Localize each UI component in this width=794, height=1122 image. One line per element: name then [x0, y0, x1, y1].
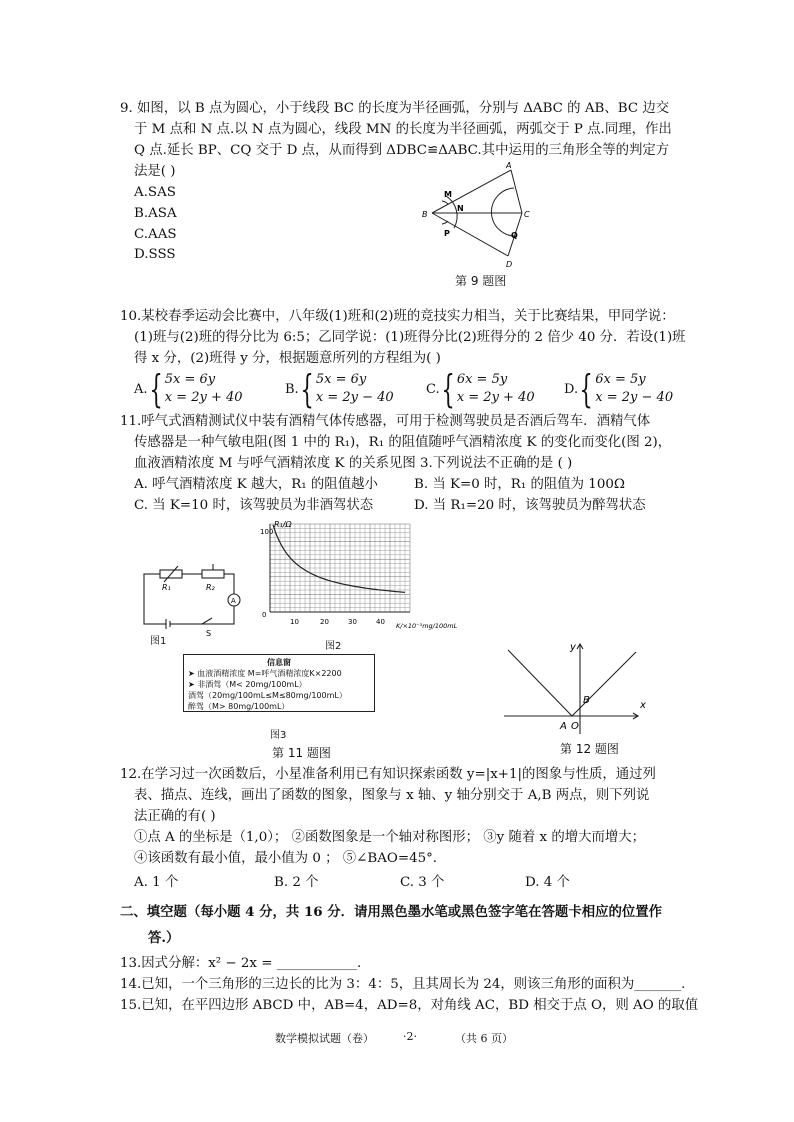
q10-option-b: B.{ 5x = 6y x = 2y − 40: [285, 367, 394, 411]
q13-line: 13.因式分解：x² − 2x = ____________.: [120, 956, 362, 971]
q12-line-5: ④该函数有最小值，最小值为 0 ； ⑤∠BAO=45°.: [134, 851, 438, 866]
q12-label-b: B: [583, 695, 590, 706]
q9-option-a: A.SAS: [134, 185, 176, 200]
section2-heading: 二、填空题（每小题 4 分，共 16 分．请用黑色墨水笔或黑色签字笔在答题卡相应的位置作: [120, 904, 663, 920]
q11-caption: 第 11 题图: [272, 746, 331, 760]
q11-fig1-caption: 图1: [150, 636, 167, 647]
fig2-ylabel: R₁/Ω: [274, 520, 292, 529]
q9-option-d: D.SSS: [134, 247, 176, 262]
q10-line-1: 10.某校春季运动会比赛中，八年级(1)班和(2)班的竞技实力相当，关于比赛结果，甲同学说：: [120, 309, 675, 324]
footer-title: 数学模拟试题（卷）: [275, 1032, 374, 1045]
q15-line: 15.已知，在平四边形 ABCD 中，AB=4，AD=8，对角线 AC，BD 相交于点 O，则 AO 的取值: [120, 998, 699, 1013]
fig2-ytick-0: 0: [262, 611, 267, 619]
fig3-item-1: ➤ 血液酒精浓度 M=呼气酒精浓度K×2200: [188, 669, 342, 678]
label-a: A: [506, 161, 512, 170]
q12-figure: [500, 636, 650, 736]
q11-option-d: D. 当 R₁=20 时，该驾驶员为醉驾状态: [414, 498, 646, 513]
q11-line-3: 血液酒精浓度 M 与呼气酒精浓度 K 的关系见图 3.下列说法不正确的是 ( ): [134, 456, 573, 471]
label-p: P: [444, 229, 450, 238]
fig3-title: 信息窗: [267, 658, 291, 667]
fig2-xtick-30: 30: [348, 618, 357, 626]
q12-option-c: C. 3 个: [400, 875, 445, 890]
fig2-xtick-10: 10: [290, 618, 299, 626]
label-d: D: [506, 260, 513, 269]
label-r1: R₁: [162, 583, 171, 592]
label-r2: R₂: [206, 583, 215, 592]
q10-option-d: D.{ 6x = 5y x = 2y − 40: [564, 367, 674, 411]
label-n: N: [457, 204, 464, 213]
q11-fig2-graph: [250, 518, 480, 638]
fig2-ytick-100: 100: [260, 528, 274, 536]
q12-line-4: ①点 A 的坐标是（1,0）； ②函数图象是一个轴对称图形； ③y 随着 x 的增大而增大；: [134, 830, 646, 845]
q11-line-2: 传感器是一种气敏电阻(图 1 中的 R₁)，R₁ 的阻值随呼气酒精浓度 K 的变化而变化(图 2)，: [134, 435, 672, 450]
q9-line-4: 法是( ): [134, 164, 176, 179]
q12-option-a: A. 1 个: [134, 875, 179, 890]
q9-figure: [418, 160, 558, 270]
q12-caption: 第 12 题图: [560, 742, 619, 756]
q11-fig3-infobox: [183, 654, 375, 712]
q9-option-c: C.AAS: [134, 227, 177, 242]
q12-label-y: y: [570, 642, 576, 653]
footer-total-pages: （共 6 页）: [455, 1032, 513, 1045]
q9-line-2: 于 M 点和 N 点.以 N 点为圆心，线段 MN 的长度为半径画弧，两弧交于 P 点.同理，作出: [134, 122, 672, 137]
q9-line-1: 9. 如图，以 B 点为圆心，小于线段 BC 的长度为半径画弧，分别与 ΔABC 的 AB、BC 边交: [120, 101, 670, 116]
label-b: B: [422, 210, 428, 219]
label-m: M: [444, 190, 452, 199]
q12-option-d: D. 4 个: [525, 875, 570, 890]
q12-line-3: 法正确的有( ): [134, 809, 216, 824]
fig3-item-2: ➤ 非酒驾（M< 20mg/100mL）: [188, 680, 307, 689]
q11-option-c: C. 当 K=10 时，该驾驶员为非酒驾状态: [134, 498, 374, 513]
q12-label-a: A: [560, 721, 567, 732]
q9-line-3: Q 点.延长 BP、CQ 交于 D 点，从而得到 ΔDBC≌ΔABC.其中运用的三角形全等的判定方: [134, 143, 670, 158]
q11-option-a: A. 呼气酒精浓度 K 越大，R₁ 的阻值越小: [134, 477, 378, 492]
q10-line-3: 得 x 分，(2)班得 y 分，根据题意所列的方程组为( ): [134, 351, 441, 366]
q12-label-x: x: [640, 700, 646, 711]
segment-ac: [511, 170, 522, 213]
q12-line-1: 12.在学习过一次函数后，小星准备利用已有知识探索函数 y=|x+1|的图象与性质，通过列: [120, 767, 656, 782]
q12-option-b: B. 2 个: [274, 875, 319, 890]
switch: [202, 618, 212, 624]
q14-line: 14.已知，一个三角形的三边长的比为 3：4：5，且其周长为 24，则该三角形的面积为_______.: [120, 977, 686, 992]
q11-option-b: B. 当 K=0 时，R₁ 的阻值为 100Ω: [414, 477, 625, 492]
q10-option-a: A.{ 5x = 6y x = 2y + 40: [134, 367, 243, 411]
section2-heading-cont: 答.）: [148, 930, 180, 946]
q11-fig3-caption: 图3: [270, 730, 287, 741]
footer-page-number: ·2·: [403, 1030, 417, 1043]
fig2-xtick-20: 20: [320, 618, 329, 626]
q9-caption: 第 9 题图: [455, 274, 507, 288]
fig3-item-4: 醉驾（M> 80mg/100mL）: [188, 702, 290, 711]
label-ammeter: A: [231, 597, 236, 605]
q11-line-1: 11.呼气式酒精测试仪中装有酒精气体传感器，可用于检测驾驶员是否酒后驾车．酒精气体: [120, 414, 651, 429]
fig2-xtick-40: 40: [376, 618, 385, 626]
fig2-xlabel: K/×10⁻³mg/100mL: [396, 622, 458, 630]
label-q: Q: [511, 231, 518, 240]
q12-line-2: 表、描点、连线，画出了函数的图象，图象与 x 轴、y 轴分别交于 A,B 两点，则下列说: [134, 788, 650, 803]
label-switch: S: [206, 629, 212, 638]
fig3-item-3: 酒驾（20mg/100mL≤M≤80mg/100mL）: [188, 691, 347, 700]
arc-c: [491, 188, 517, 236]
q9-option-b: B.ASA: [134, 206, 177, 221]
label-c: C: [524, 210, 530, 219]
q12-function-graph: [508, 650, 636, 716]
q10-option-c: C.{ 6x = 5y x = 2y + 40: [426, 367, 535, 411]
q11-fig2-caption: 图2: [325, 641, 342, 652]
resistor-r2: [202, 570, 224, 578]
q12-label-o: O: [571, 721, 579, 732]
q10-line-2: (1)班与(2)班的得分比为 6:5；乙同学说：(1)班得分比(2)班得分的 2 倍少 40 分．若设(1)班: [134, 330, 686, 345]
